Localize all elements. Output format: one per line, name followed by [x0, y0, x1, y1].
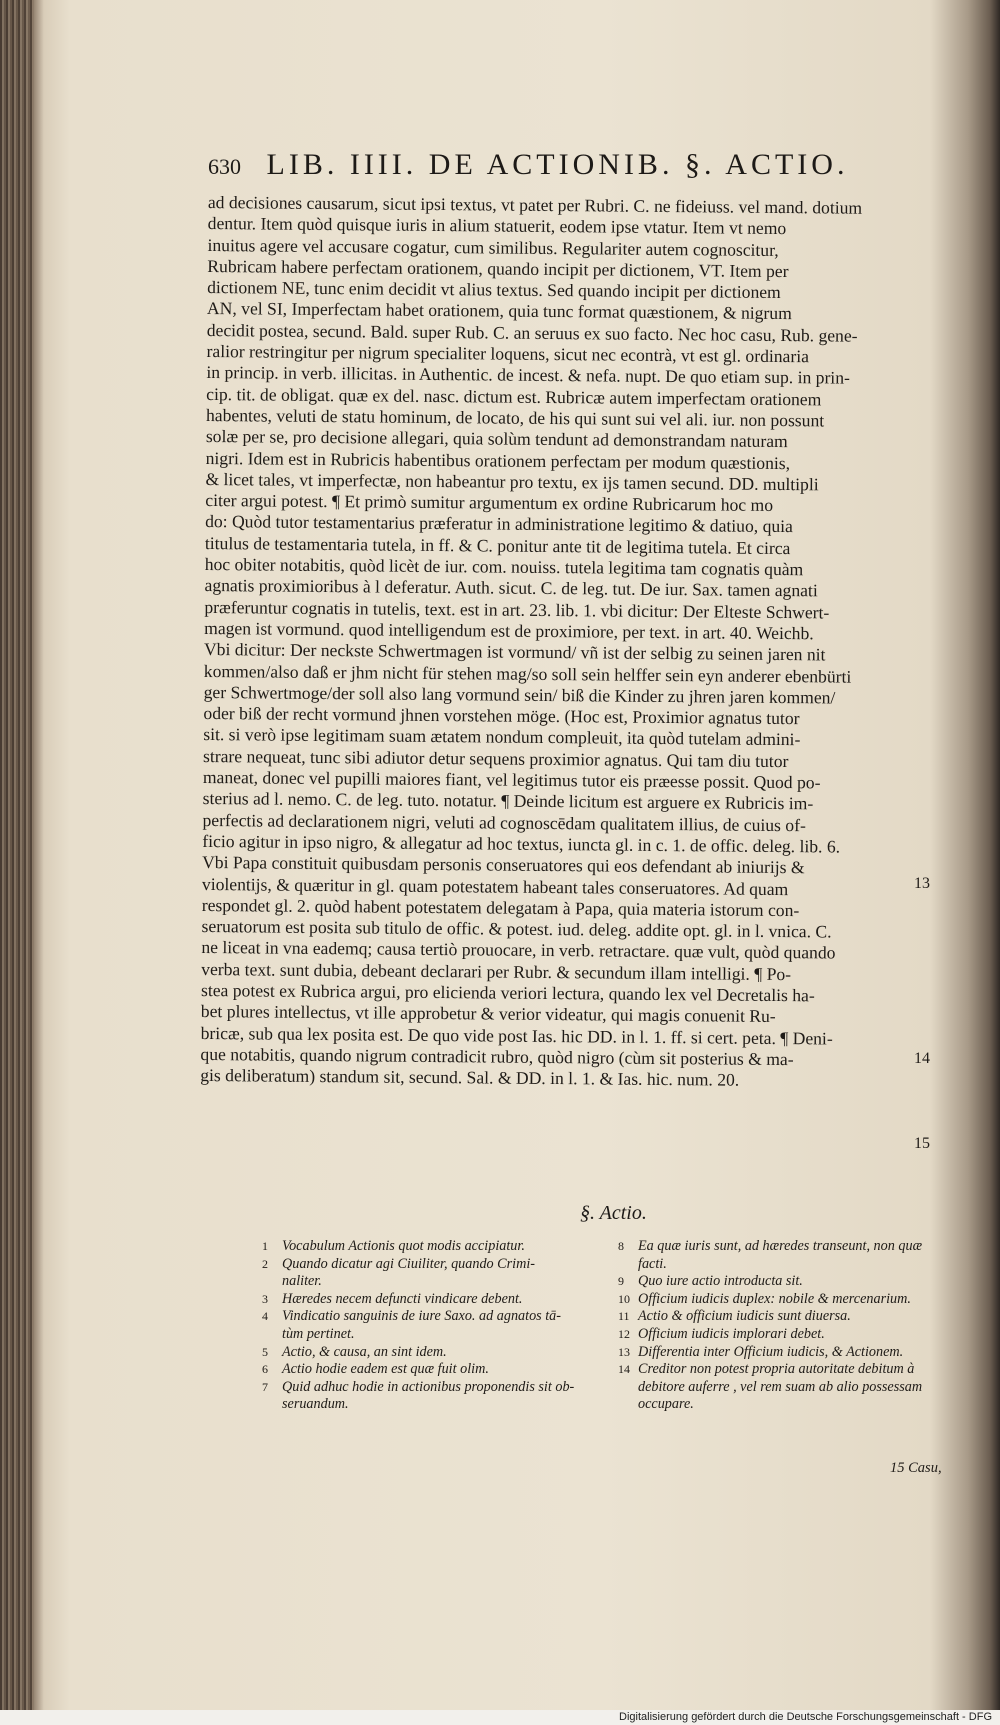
text-line: ralior restringitur per nigrum specialiter loquens, sicut nec econtrà, vt est gl. ordinaria: [206, 341, 810, 367]
index-entry-text: Vindicatio sanguinis de iure Saxo. ad agnatos tā-: [282, 1308, 561, 1325]
index-entry-text: Creditor non potest propria autoritate debitum à: [638, 1361, 915, 1378]
text-line: ger Schwertmoge/der soll also lang vormund sein/ biß die Kinder zu jhren jaren kommen/: [203, 681, 836, 708]
index-entry-number: 6: [262, 1362, 268, 1377]
running-head: [208, 148, 888, 182]
index-entry-number: 7: [262, 1379, 268, 1394]
section-title: §. Actio.: [580, 1202, 647, 1224]
text-line: Vbi dicitur: Der neckste Schwertmagen ist vormund/ vñ ist der selbig zu seinen jaren nit: [203, 639, 826, 665]
digitization-footer: [0, 1710, 1000, 1725]
text-line: inuitus agere vel accusare cogatur, cum similibus. Regulariter autem cognoscitur,: [207, 234, 779, 260]
index-entry: [618, 1308, 958, 1326]
text-line: seruatorum est posita sub titulo de offic. & potest. iud. deleg. addite opt. gl. in l. vnica. C.: [201, 916, 832, 942]
summary-index-left: [262, 1238, 622, 1414]
index-entry-text: occupare.: [638, 1396, 694, 1413]
text-line: strare nequeat, tunc sibi adiutor detur sequens proximior agnatus. Qui tam diu tutor: [202, 745, 789, 771]
text-line: Rubricam habere perfectam orationem, quando incipit per dictionem, VT. Item per: [207, 255, 789, 281]
text-line: perfectis ad declarationem nigri, veluti ad cognoscēdam qualitatem illius, de cuius of-: [202, 809, 806, 835]
text-line: sit. si verò ipse legitimam suam ætatem nondum compleuit, ita quòd tutelam admini-: [203, 724, 801, 750]
text-line: nigri. Idem est in Rubricis habentibus orationem perfectam per modum quæstionis,: [205, 447, 791, 473]
index-entry: [262, 1396, 622, 1414]
index-entry-number: [618, 1396, 638, 1414]
text-line: violentijs, & quæritur in gl. quam potestatem habeant tales conseruatores. Ad quam: [201, 873, 789, 899]
footer-credit: Digitalisierung gefördert durch die Deutsche Forschungsgemeinschaft - DFG: [619, 1711, 992, 1723]
index-entry-text: Differentia inter Officium iudicis, & Actionem.: [638, 1343, 904, 1360]
index-entry-number: 5: [262, 1344, 268, 1359]
index-entry-number: [618, 1379, 638, 1397]
text-line: verba text. sunt dubia, debeant declarari per Rubr. & secundum illam intelligi. ¶ Po-: [201, 958, 792, 984]
text-line: cip. tit. de obligat. quæ ex del. nasc. dictum est. Rubricæ autem imperfectam orationem: [206, 383, 822, 410]
index-entry-number: 12: [618, 1326, 630, 1341]
index-entry-text: debitore auferre , vel rem suam ab alio possessam: [638, 1378, 923, 1395]
index-entry: [618, 1256, 958, 1274]
index-entry-number: [262, 1326, 282, 1344]
running-head-title: LIB. IIII. DE ACTIONIB. §. ACTIO.: [266, 148, 849, 181]
index-entry-text: Quo iure actio introducta sit.: [638, 1273, 803, 1290]
text-line: bricæ, sub qua lex posita est. De quo vide post Ias. hic DD. in l. 1. ff. si cert. peta. ¶ Deni-: [200, 1022, 833, 1049]
index-entry-number: 9: [618, 1274, 624, 1289]
index-entry-number: [262, 1273, 282, 1291]
index-entry-text: Officium iudicis implorari debet.: [638, 1325, 825, 1342]
text-line: Vbi Papa constituit quibusdam personis conseruatores qui eos defendant ab iniurijs &: [202, 852, 805, 878]
margin-number: 14: [914, 1050, 930, 1067]
index-entry-number: [262, 1396, 282, 1414]
text-line: dictionem NE, tunc enim decidit vt alius textus. Sed quando incipit per dictionem: [207, 277, 781, 303]
text-line: que notabitis, quando nigrum contradicit rubro, quòd nigro (cùm sit posterius & ma-: [200, 1043, 794, 1070]
text-line: ficio agitur in ipso nigro, & allegatur ad hoc textus, iuncta gl. in c. 1. de offic. deleg. lib. 6.: [202, 830, 841, 857]
index-entry-text: Vocabulum Actionis quot modis accipiatur.: [282, 1238, 525, 1254]
index-entry-number: 8: [618, 1239, 624, 1253]
index-entry: [262, 1256, 622, 1274]
index-entry: [262, 1326, 622, 1344]
text-line: maneat, donec vel pupilli maiores fiant, vel legitimus tutor eis præesse possit. Quod po-: [202, 766, 821, 793]
index-entry-number: 1: [262, 1239, 268, 1253]
index-entry-text: Actio hodie eadem est quæ fuit olim.: [282, 1361, 489, 1378]
index-entry: [618, 1344, 958, 1362]
text-line: oder biß der recht vormund jhnen vorstehen möge. (Hoc est, Proximior agnatus tutor: [203, 703, 800, 729]
folio-number: 630: [208, 154, 241, 179]
index-entry-text: naliter.: [282, 1273, 322, 1290]
text-line: bet plures intellectus, vt ille approbetur & verior videatur, qui magis conuenit Ru-: [200, 1001, 776, 1027]
index-entry: [618, 1361, 958, 1379]
text-line: stea potest ex Rubrica argui, pro elicienda veriori lectura, quando lex vel Decretalis ha-: [200, 979, 815, 1006]
text-line: do: Quòd tutor testamentarius præferatur in administratione legitimo & datiuo, quia: [205, 511, 794, 537]
index-entry: [618, 1326, 958, 1344]
text-line: gis deliberatum) standum sit, secund. Sal. & DD. in l. 1. & Ias. hic. num. 20.: [200, 1065, 740, 1090]
index-entry-text: Hæredes necem defuncti vindicare debent.: [282, 1290, 523, 1307]
index-entry: [262, 1273, 622, 1291]
index-entry-number: 13: [618, 1344, 630, 1359]
index-entry: [618, 1396, 958, 1414]
text-line: ne liceat in vna eademq; causa tertiò prouocare, in verb. retractare. quæ vult, quòd quando: [201, 937, 836, 963]
text-line: dentur. Item quòd quisque iuris in alium statuerit, eodem ipse vtatur. Item vt nemo: [207, 213, 787, 239]
book-page-edges: [0, 0, 34, 1725]
index-entry-number: 10: [618, 1291, 630, 1306]
index-entry: [618, 1379, 958, 1397]
text-line: hoc obiter notabitis, quòd licèt de iur. com. nouiss. tutela legitima tam cognatis quàm: [204, 554, 804, 580]
index-entry: [262, 1344, 622, 1362]
index-entry-number: 11: [618, 1309, 630, 1324]
index-entry: [618, 1291, 958, 1309]
index-entry-text: tùm pertinet.: [282, 1325, 355, 1342]
text-line: præferuntur cognatis in tutelis, text. est in art. 23. lib. 1. vbi dicitur: Der Elteste Schwert-: [204, 596, 830, 623]
index-entry-text: Officium iudicis duplex: nobile & mercenarium.: [638, 1290, 911, 1307]
text-line: citer argui potest. ¶ Et primò sumitur argumentum ex ordine Rubricarum hoc mo: [205, 490, 774, 516]
text-line: solæ per se, pro decisione allegari, quia solùm tendunt ad demonstrandam naturam: [205, 426, 788, 452]
index-entry: [262, 1361, 622, 1379]
text-line: AN, vel SI, Imperfectam habet orationem, quia tunc format quæstionem, & nigrum: [206, 298, 792, 324]
body-text: [200, 192, 886, 1092]
text-line: & licet tales, vt imperfectæ, non habeantur pro textu, ex ijs tamen secund. DD. multipli: [205, 468, 819, 495]
index-entry-text: seruandum.: [282, 1396, 349, 1413]
catchword: 15 Casu,: [890, 1460, 942, 1476]
index-entry-text: Quando dicatur agi Ciuiliter, quando Crimi-: [282, 1255, 536, 1272]
index-entry-text: Quid adhuc hodie in actionibus proponendis sit ob-: [282, 1378, 575, 1395]
text-line: in princip. in verb. illicitas. in Authentic. de incest. & nefa. nupt. De quo etiam sup. in prin-: [206, 362, 851, 388]
index-entry: [262, 1379, 622, 1397]
index-entry-number: [618, 1256, 638, 1274]
index-entry-number: 14: [618, 1362, 630, 1377]
index-entry: [618, 1238, 958, 1256]
index-entry-text: Actio & officium iudicis sunt diuersa.: [638, 1308, 851, 1325]
margin-number: 15: [914, 1135, 930, 1152]
index-entry-number: 3: [262, 1291, 268, 1306]
text-line: decidit postea, secund. Bald. super Rub. C. an seruus ex suo facto. Nec hoc casu, Rub. gene-: [206, 319, 858, 346]
index-entry: [262, 1308, 622, 1326]
index-entry: [618, 1273, 958, 1291]
text-line: kommen/also daß er jhm nicht für stehen mag/so soll sein helffer sein eyn anderer ebenbürti: [203, 660, 852, 687]
index-entry-text: Actio, & causa, an sint idem.: [282, 1343, 447, 1360]
index-entry: [262, 1238, 622, 1256]
index-entry-number: 2: [262, 1256, 268, 1271]
text-line: habentes, veluti de statu hominum, de locato, de his qui sunt sui vel ali. iur. non possunt: [205, 404, 825, 431]
text-line: agnatis proximioribus à l deferatur. Auth. sicut. C. de leg. tut. De iur. Sax. tamen agnati: [204, 575, 818, 601]
index-entry-text: Ea quæ iuris sunt, ad hæredes transeunt, non quæ: [638, 1238, 923, 1254]
text-line: titulus de testamentaria tutela, in ff. & C. ponitur ante tit de legitima tutela. Et circa: [204, 532, 791, 558]
text-line: sterius ad l. nemo. C. de leg. tuto. notatur. ¶ Deinde licitum est arguere ex Rubricis im-: [202, 788, 814, 814]
index-entry-text: facti.: [638, 1255, 667, 1272]
text-line: magen ist vormund. quod intelligendum est de proximiore, per text. in art. 40. Weichb.: [204, 617, 814, 644]
index-entry: [262, 1291, 622, 1309]
summary-index-right: [618, 1238, 958, 1414]
index-entry-number: 4: [262, 1309, 268, 1324]
text-line: respondet gl. 2. quòd habent potestatem delegatam à Papa, quia materia istorum con-: [201, 894, 800, 920]
text-line: ad decisiones causarum, sicut ipsi textus, vt patet per Rubri. C. ne fideiuss. vel mand. dotium: [207, 192, 863, 218]
margin-number: 13: [914, 875, 930, 892]
